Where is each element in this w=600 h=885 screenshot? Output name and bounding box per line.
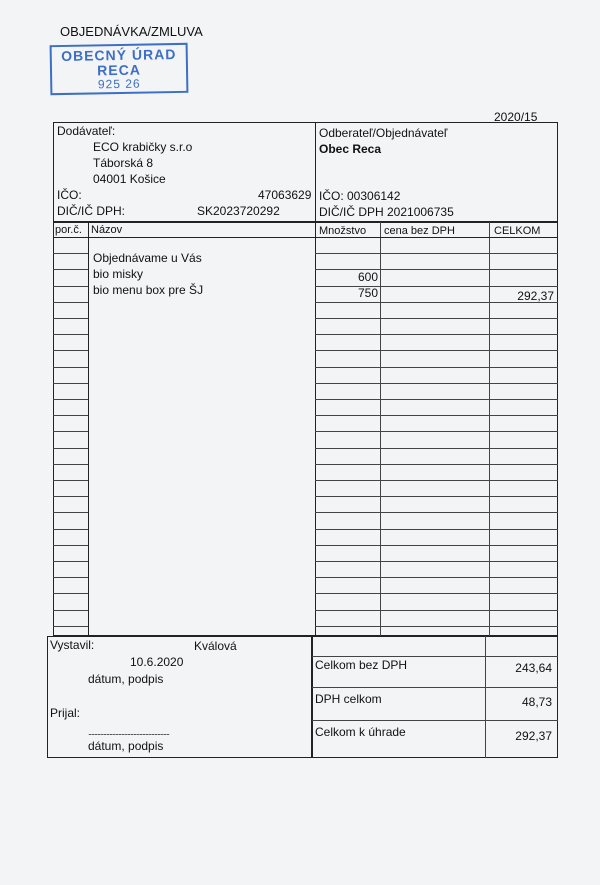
- due-total-value: 292,37: [515, 729, 552, 743]
- row-line-left: [53, 561, 88, 562]
- row-line-right: [315, 496, 558, 497]
- customer-ico: IČO: 00306142: [319, 189, 401, 203]
- row-line-left: [53, 496, 88, 497]
- col-header-qty: Množstvo: [319, 225, 367, 237]
- row-line-right: [315, 626, 558, 627]
- net-total-value: 243,64: [515, 661, 552, 675]
- row-line-left: [53, 415, 88, 416]
- vat-total-label: DPH celkom: [315, 692, 382, 706]
- supplier-street: Táborská 8: [93, 156, 154, 170]
- row-line-right: [315, 480, 558, 481]
- row-line-left: [53, 464, 88, 465]
- row-line-right: [315, 334, 558, 335]
- row-line-right: [315, 383, 558, 384]
- supplier-name: ECO krabičky s.r.o: [93, 140, 193, 154]
- item-row-1-name: Objednávame u Vás: [93, 251, 202, 265]
- supplier-dic-label: DIČ/IČ DPH:: [57, 204, 126, 218]
- supplier-ico: 47063629: [258, 188, 312, 202]
- row-line-left: [53, 431, 88, 432]
- row-line-right: [315, 367, 558, 368]
- document-title: OBJEDNÁVKA/ZMLUVA: [60, 24, 203, 39]
- col-header-name: Názov: [91, 224, 123, 236]
- supplier-ico-label: IČO:: [57, 188, 82, 202]
- row-line-left: [53, 626, 88, 627]
- row-line-right: [315, 318, 558, 319]
- row-line-left: [53, 610, 88, 611]
- col-header-no: por.č.: [55, 224, 82, 236]
- vat-total-value: 48,73: [521, 695, 552, 709]
- issued-by: Kválová: [194, 639, 237, 653]
- row-line-left: [53, 480, 88, 481]
- row-line-left: [53, 350, 88, 351]
- customer-name: Obec Reca: [319, 142, 382, 156]
- row-line-right: [315, 431, 558, 432]
- official-stamp: [50, 43, 189, 95]
- net-total-label: Celkom bez DPH: [315, 658, 408, 672]
- row-line-left: [53, 448, 88, 449]
- stamp-line-2: RECA: [97, 61, 141, 79]
- issued-label: Vystavil:: [50, 638, 95, 652]
- row-line-left: [53, 512, 88, 513]
- row-line-right: [315, 545, 558, 546]
- stamp-line-1: OBECNÝ ÚRAD: [60, 45, 177, 65]
- row-line-left: [53, 286, 88, 287]
- row-line-right: [315, 253, 558, 254]
- date-sign-label-1: dátum, podpis: [88, 672, 164, 686]
- row-line-right: [315, 561, 558, 562]
- supplier-dic: SK2023720292: [197, 204, 280, 218]
- row-line-left: [53, 269, 88, 270]
- row-line-right: [315, 399, 558, 400]
- date-sign-label-2: dátum, podpis: [88, 739, 164, 753]
- customer-label: Odberateľ/Objednávateľ: [319, 126, 448, 140]
- supplier-city: 04001 Košice: [93, 172, 166, 186]
- row-line-right: [315, 577, 558, 578]
- issue-date: 10.6.2020: [130, 655, 184, 669]
- row-line-left: [53, 577, 88, 578]
- row-line-left: [53, 302, 88, 303]
- col-header-price: cena bez DPH: [384, 225, 455, 237]
- item-row-3-total: 292,37: [517, 289, 554, 303]
- signature-dots: ......................................................: [88, 727, 170, 737]
- item-row-3-name: bio menu box pre ŠJ: [93, 283, 204, 297]
- col-header-total: CELKOM: [494, 225, 541, 237]
- item-row-2-qty: 600: [357, 270, 378, 284]
- row-line-right: [315, 610, 558, 611]
- stamp-line-3: 925 26: [97, 76, 141, 92]
- row-line-left: [53, 318, 88, 319]
- row-line-right: [315, 448, 558, 449]
- row-line-left: [53, 367, 88, 368]
- row-line-right: [315, 512, 558, 513]
- row-line-left: [53, 399, 88, 400]
- row-line-left: [53, 383, 88, 384]
- order-number: 2020/15: [494, 110, 538, 124]
- row-line-left: [53, 253, 88, 254]
- received-label: Prijal:: [50, 706, 81, 720]
- row-line-right: [315, 529, 558, 530]
- due-total-label: Celkom k úhrade: [315, 725, 406, 739]
- supplier-label: Dodávateľ:: [57, 124, 116, 138]
- row-line-left: [53, 593, 88, 594]
- row-line-right: [315, 593, 558, 594]
- row-line-right: [315, 415, 558, 416]
- customer-dic: DIČ/IČ DPH 2021006735: [319, 205, 454, 219]
- row-line-left: [53, 545, 88, 546]
- row-line-left: [53, 334, 88, 335]
- row-line-right: [315, 350, 558, 351]
- row-line-right: [315, 464, 558, 465]
- row-line-left: [53, 529, 88, 530]
- item-row-3-qty: 750: [357, 286, 378, 300]
- item-row-2-name: bio misky: [93, 267, 144, 281]
